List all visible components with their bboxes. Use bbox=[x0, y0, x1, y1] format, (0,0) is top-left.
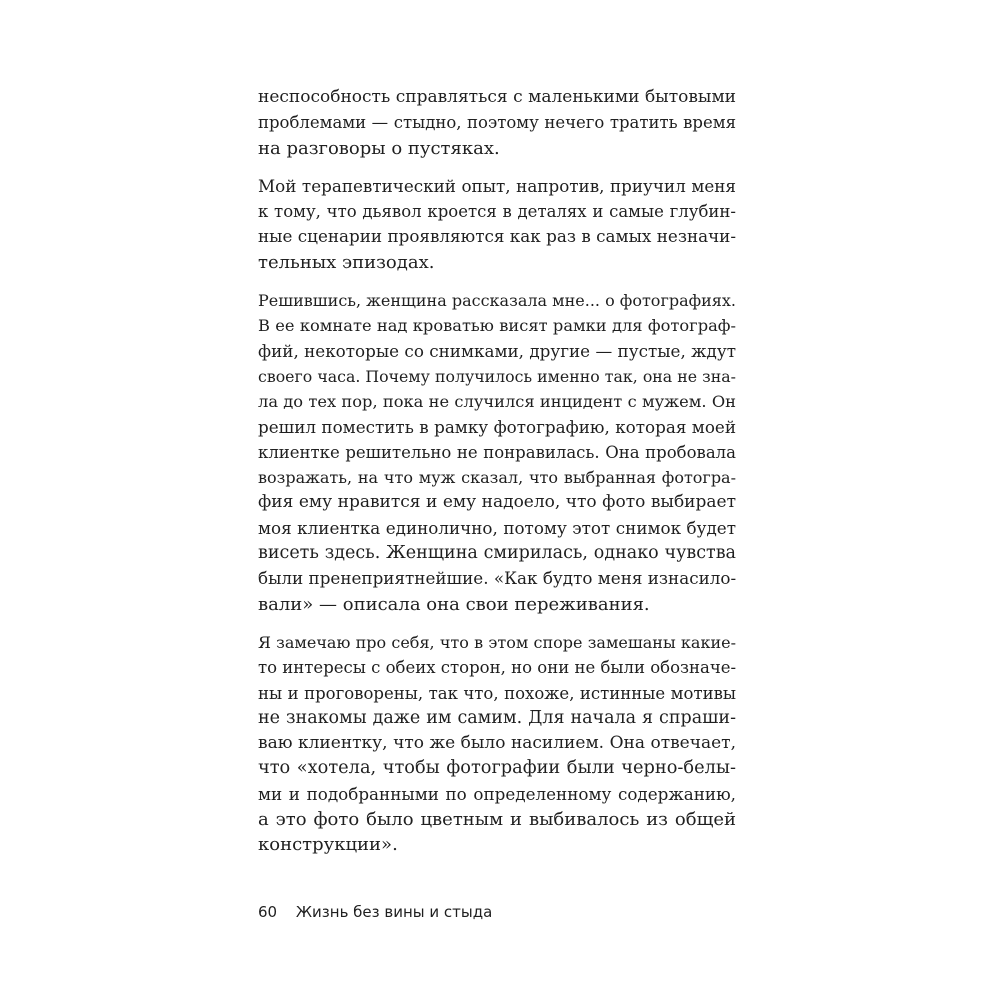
text-line: были пренеприятнейшие. «Как будто меня изнасило- bbox=[258, 568, 737, 589]
text-line: ми и подобранными по определенному содержанию, bbox=[258, 783, 736, 804]
text-line: своего часа. Почему получилось именно так, она не зна- bbox=[258, 366, 736, 386]
text-line: вали» — описала она свои переживания. bbox=[258, 593, 650, 615]
text-line: что «хотела, чтобы фотографии были черно-белы- bbox=[258, 758, 736, 779]
text-line: на разговоры о пустяках. bbox=[258, 137, 500, 159]
text-line: Мой терапевтический опыт, напротив, приучил меня bbox=[258, 175, 736, 196]
text-line: конструкции». bbox=[258, 834, 398, 856]
text-line: не знакомы даже им самим. Для начала я спраши- bbox=[258, 707, 736, 728]
body-text bbox=[258, 85, 736, 858]
text-line: клиентке решительно не понравилась. Она пробовала bbox=[258, 442, 736, 462]
text-line: тельных эпизодах. bbox=[258, 251, 435, 273]
text-line: ны и проговорены, так что, похоже, истинные мотивы bbox=[258, 683, 736, 703]
text-line: ла до тех пор, пока не случился инцидент с мужем. Он bbox=[258, 392, 736, 412]
text-line: к тому, что дьявол кроется в деталях и самые глубин- bbox=[258, 202, 736, 222]
running-title: Жизнь без вины и стыда bbox=[295, 903, 493, 921]
text-line: Я замечаю про себя, что в этом споре замешаны какие- bbox=[258, 632, 736, 652]
text-line: фия ему нравится и ему надоело, что фото выбирает bbox=[258, 492, 736, 513]
page-footer bbox=[258, 903, 492, 921]
text-line: а это фото было цветным и выбивалось из общей bbox=[258, 809, 736, 831]
text-line: Решившись, женщина рассказала мне... о фотографиях. bbox=[258, 291, 736, 311]
text-line: решил поместить в рамку фотографию, которая моей bbox=[258, 416, 736, 437]
paragraph bbox=[258, 288, 736, 617]
paragraph bbox=[258, 85, 736, 161]
text-line: фий, некоторые со снимками, другие — пустые, ждут bbox=[258, 340, 736, 361]
text-line: неспособность справляться с маленькими бытовыми bbox=[258, 87, 736, 107]
text-line: моя клиентка единолично, потому этот снимок будет bbox=[258, 517, 736, 538]
text-line: В ее комнате над кроватью висят рамки для фотограф- bbox=[258, 316, 736, 336]
paragraph bbox=[258, 630, 736, 858]
text-line: висеть здесь. Женщина смирилась, однако чувства bbox=[258, 543, 736, 564]
paragraph bbox=[258, 174, 736, 275]
text-line: ваю клиентку, что же было насилием. Она отвечает, bbox=[258, 733, 736, 754]
text-line: проблемами — стыдно, поэтому нечего тратить время bbox=[258, 113, 736, 133]
text-line: то интересы с обеих сторон, но они не были обозначе- bbox=[258, 658, 737, 678]
text-line: возражать, на что муж сказал, что выбранная фотогра- bbox=[258, 468, 736, 488]
page-number: 60 bbox=[258, 903, 278, 921]
text-line: ные сценарии проявляются как раз в самых незначи- bbox=[258, 226, 736, 247]
